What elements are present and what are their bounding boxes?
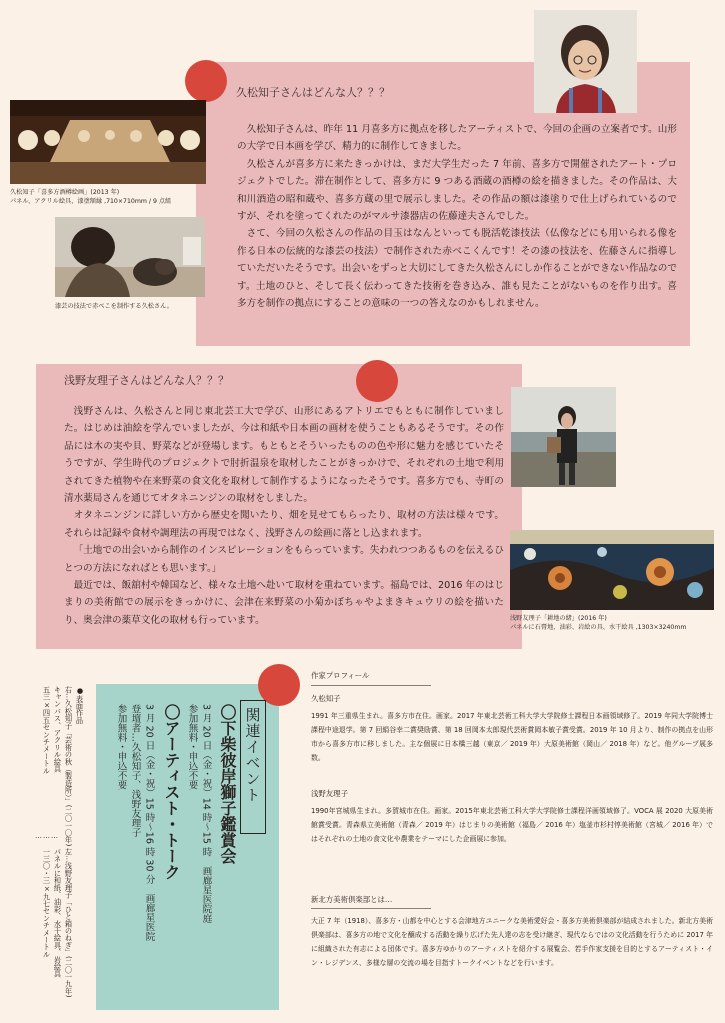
quote: 「土地での出会いから制作のインスピレーションをもらっています。失われつつあるものを伝えるひとつの方法になればとも思います。」	[64, 545, 504, 574]
urushi-photo-caption: 漆芸の技法で赤べこを制作する久松さん。	[55, 303, 173, 310]
asano-profile-name: 浅野友理子	[311, 789, 348, 798]
red-circle-decoration	[356, 360, 398, 402]
urushi-work-photo	[55, 217, 205, 297]
events-heading-frame	[240, 700, 266, 834]
cover-work-right-size: 五三×四五センチメートル	[42, 686, 52, 775]
event-1-title: 〇下柴彼岸獅子鑑賞会	[218, 704, 237, 864]
asano-section-body	[64, 403, 504, 629]
cover-work-separator: ………	[35, 832, 59, 840]
asano-artwork-caption: 浅野友理子「耕地の緒」(2016 年) パネルに石膏地、油彩、岩絵の具、水干絵具 ,1303×3240mm	[510, 615, 687, 631]
event-2-detail: 登壇者…久松知子、浅野友理子	[129, 704, 141, 837]
hisamatsu-profile-name: 久松知子	[311, 694, 341, 703]
event-2-title: 〇アーティスト・トーク	[162, 704, 181, 880]
divider	[311, 908, 431, 909]
cover-work-right-title: 右…久松知子「芸術の秋（製造所）」(二〇一〇年)	[64, 686, 74, 847]
paragraph: 浅野さんは、久松さんと同じ東北芸工大で学び、山形にあるアトリエでもともに制作していました。はじめは油絵を学んでいましたが、今は和紙や日本画の画材を使うこともあるそうです。その作品には木の実や貝、野菜などが登場します。もともとそういったものの色や形に魅力を感じていたそうですが、学生時代のプロジェクトで肘折温泉を取材したことがきっかけで、それぞれの土地で利用されてきた植物や在来野菜の食文化を取材して制作するようになったそうです。喜多方でも、寺町の清水薬局さんを通じてオタネニンジンの取材をしました。	[64, 406, 504, 505]
event-1-detail: 参加無料・申込不要	[186, 704, 198, 790]
event-1-detail: 3 月 20 日（金・祝）14 時～15 時 画廊星医院庭	[200, 704, 212, 923]
paragraph: 最近では、飯舘村や韓国など、様々な土地へ赴いて取材を重ねています。福島では、2016 年のはじまりの美術館での展示をきっかけに、会津在来野菜の小菊かぼちゃやよまきキュウリの絵を描いたり、奥会津の薬草文化の取材も行っています。	[64, 580, 504, 626]
divider	[311, 685, 431, 686]
asano-profile-bio: 1990年宮城県生まれ。多賀城市在住。画家。2015年東北芸術工科大学大学院修士課程洋画領域修了。VOCA 展 2020 大原美術館賞受賞。青森県立美術館（青森／ 2019 年）はじまりの美術館（福島／ 2016 年）塩釜市杉村惇美術館（宮城／ 2016 年）ではそれぞれの土地の食文化や農業をテーマにした企画展に参加。	[311, 807, 713, 843]
cover-work-right-medium: キャンバス、アクリル絵具	[53, 686, 63, 773]
cover-work-left-size: 一三〇・三×九七センチメートル	[42, 848, 52, 958]
hisamatsu-section-title: 久松知子さんはどんな人？？？	[236, 86, 390, 99]
cover-work-left-medium: パネルに和紙、油彩、水干絵具、岩絵具	[53, 848, 63, 978]
paragraph: さて、今回の久松さんの作品の目玉はなんといっても脱活乾漆技法（仏像などにも用いられる像を作る日本の伝統的な漆芸の技法）で制作された赤べこくんです！その漆の技法を、佐藤さんに指導していただいたそうです。出会いをずっと大切にしてきた久松さんにしか作ることができない作品なのです。土地のひと、そして長く伝わってきた技術を巻き込み、誰も見たことがないものを作り出す。喜多方を制作の拠点にすることの意味の一つの答えなのかもしれません。	[237, 228, 677, 310]
cover-work-left-title: 左…浅野友理子「ひと箱のねぎ」(二〇一九年)	[64, 848, 74, 998]
asano-portrait-photo	[511, 387, 616, 487]
sake-barrel-hall-photo	[10, 100, 206, 184]
hisamatsu-profile-bio: 1991 年三重県生まれ。喜多方市在住。画家。2017 年東北芸術工科大学大学院修士課程日本画領域修了。2019 年同大学院博士課程中途退学。第 7 回絹谷幸二賞奨励賞、第 18 回岡本太郎現代芸術賞岡本敏子賞受賞。2019 年 10 月より、制作の拠点を山形市から喜多方市に移しました。主な個展に日本橋三越（東京／ 2019 年）大原美術館（岡山／ 2018 年）など。他グループ展多数。	[311, 712, 713, 762]
paragraph: オタネニンジンに詳しい方から歴史を聞いたり、畑を見せてもらったり、取材の方法は様々です。それらは記録や食材や調理法の再現ではなく、浅野さんの絵画に落とし込まれます。	[64, 510, 504, 539]
asano-artwork-photo	[510, 530, 714, 610]
paragraph: 久松さんが喜多方に来たきっかけは、まだ大学生だった 7 年前、喜多方で開催されたアート・プロジェクトでした。滞在制作として、喜多方に 9 つある酒蔵の酒樽の絵を描きました。その作品は、大和川酒造の昭和蔵や、喜多方蔵の里で展示しました。その作品の額は漆塗りで仕上げられているのですが、それを塗ってくれたのがマルサ漆器店の佐藤達夫さんでした。	[237, 158, 677, 223]
asano-section-title: 浅野友理子さんはどんな人？？？	[64, 374, 229, 387]
hall-photo-caption: 久松知子「喜多方酒樽絵画」(2013 年) パネル、アクリル絵具、漆塗額縁 ,710×710mm / 9 点組	[10, 189, 172, 205]
red-circle-decoration	[185, 60, 227, 102]
event-2-detail: 3 月 20 日（金・祝）15 時～16 時 30 分 画廊星医院	[143, 704, 155, 942]
cover-work-heading: ●表面作品	[75, 686, 85, 724]
club-description: 大正 7 年（1918）、喜多方・山都を中心とする会津地方ユニークな美術愛好会・喜多方美術倶楽部が結成されました。新北方美術倶楽部は、喜多方の地で文化を醸成する活動を繰り広げた先人達の志を受け継ぎ、現代ならではの文化活動を行うために 2017 年に組織された有志による団体です。喜多方ゆかりのアーティストを紹介する展覧会、若手作家支援を目的とするアーティスト・イン・レジデンス、多様な層の交流の場を目指すトークイベントなどを行います。	[311, 917, 713, 967]
events-heading: 関連イベント	[243, 707, 262, 803]
hisamatsu-section-body	[237, 121, 677, 312]
event-2-detail: 参加無料・申込不要	[115, 704, 127, 790]
profile-heading: 作家プロフィール	[311, 671, 370, 680]
club-heading: 新北方美術倶楽部とは…	[311, 895, 393, 904]
hisamatsu-portrait-photo	[534, 10, 637, 113]
paragraph: 久松知子さんは、昨年 11 月喜多方に拠点を移したアーティストで、今回の企画の立案者です。山形の大学で日本画を学び、精力的に制作してきました。	[237, 124, 677, 153]
